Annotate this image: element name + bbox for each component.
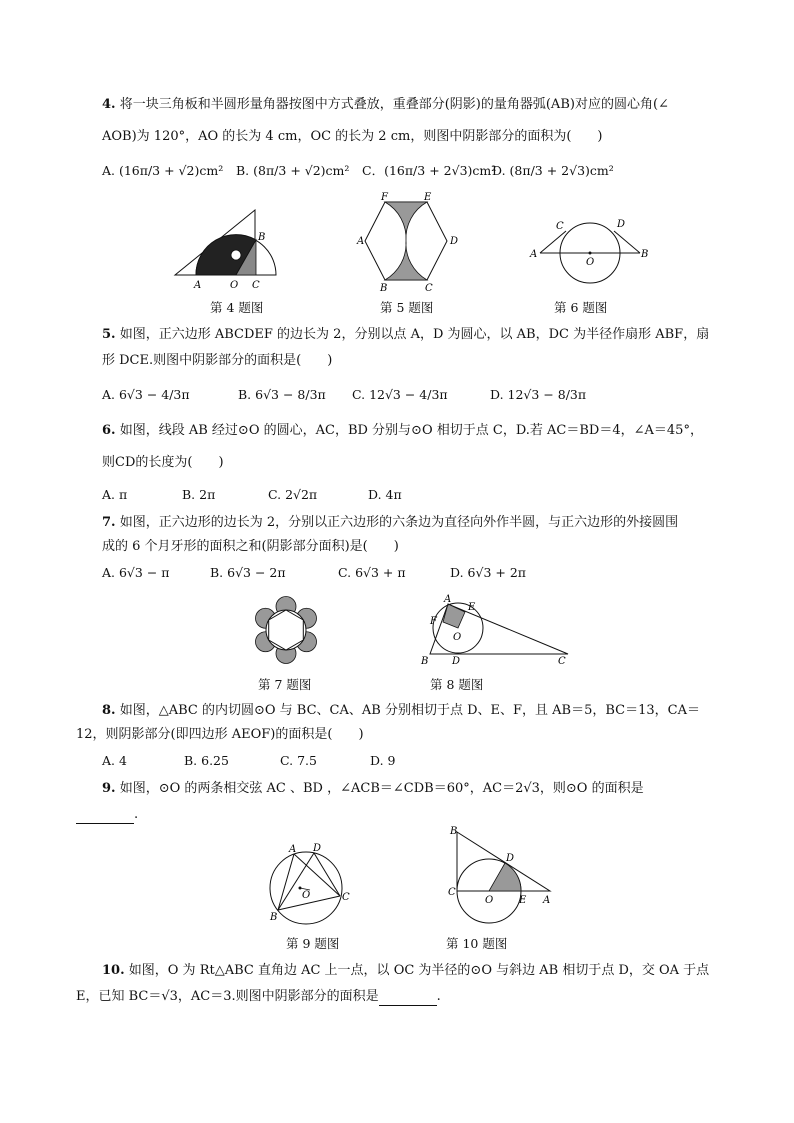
fig8-label-e: E (468, 602, 476, 613)
q6-stem-line1 (102, 422, 703, 440)
q6-option-a[interactable]: A. π (102, 487, 128, 502)
q10-number: 10. (102, 963, 125, 978)
q4-option-c[interactable]: C．(16π/3 + 2√3)cm² (362, 163, 497, 178)
q4-option-b[interactable]: B. (8π/3 + √2)cm² (236, 163, 350, 178)
fig5-label-b: B (380, 283, 388, 294)
q6-option-d[interactable]: D. 4π (368, 487, 402, 502)
q8-text: 如图，△ABC 的内切圆⊙O 与 BC、CA、AB 分别相切于点 D、E、F，且 AB＝5，BC＝13，CA＝ (119, 703, 700, 718)
q5-option-d[interactable]: D. 12√3 − 8/3π (490, 387, 587, 402)
fig5-label-a: A (357, 236, 365, 247)
fig9-label-b: B (270, 912, 278, 923)
q10-stem-line1 (102, 962, 709, 980)
q8-option-b[interactable]: B. 6.25 (184, 753, 229, 768)
q4-stem-line2: AOB)为 120°，AO 的长为 4 cm，OC 的长为 2 cm，则图中阴影部分的面积为( ) (102, 129, 603, 144)
q5-text: 如图，正六边形 ABCDEF 的边长为 2，分别以点 A，D 为圆心，以 AB，DC 为半径作扇形 ABF，扇 (119, 327, 710, 342)
fig6-label-o: O (586, 257, 595, 268)
fig4-caption: 第 4 题图 (210, 300, 264, 315)
q8-option-a[interactable]: A. 4 (102, 753, 127, 768)
fig10-label-d: D (506, 853, 515, 864)
q5-option-c[interactable]: C. 12√3 − 4/3π (352, 387, 448, 402)
q7-number: 7. (102, 515, 116, 530)
q5-stem-line2: 形 DCE.则图中阴影部分的面积是( ) (102, 353, 333, 368)
q6-option-c[interactable]: C. 2√2π (268, 487, 318, 502)
fig5-caption: 第 5 题图 (380, 300, 434, 315)
fig9-label-d: D (313, 843, 322, 854)
figure-5 (355, 192, 465, 292)
q8-stem-line1 (102, 702, 700, 720)
figure-4 (170, 205, 285, 295)
q5-option-a[interactable]: A. 6√3 − 4/3π (102, 387, 190, 402)
fig8-label-f: F (430, 616, 437, 627)
fig8-label-o: O (453, 632, 462, 643)
fig5-label-e: E (424, 192, 432, 203)
q5-number: 5. (102, 327, 116, 342)
fig9-label-o: O (302, 890, 311, 901)
fig10-label-e: E (519, 895, 527, 906)
fig8-label-c: C (558, 656, 566, 667)
q9-stem-line2 (76, 806, 138, 824)
fig8-label-b: B (421, 656, 429, 667)
fig5-label-f: F (381, 192, 388, 203)
fig9-label-a: A (289, 844, 297, 855)
q7-option-c[interactable]: C. 6√3 + π (338, 565, 406, 580)
figure-6 (530, 215, 655, 280)
figure-7 (248, 592, 324, 668)
fig6-caption: 第 6 题图 (554, 300, 608, 315)
q6-text: 如图，线段 AB 经过⊙O 的圆心，AC，BD 分别与⊙O 相切于点 C，D.若 AC＝BD＝4，∠A＝45°， (119, 423, 703, 438)
q7-text: 如图，正六边形的边长为 2，分别以正六边形的六条边为直径向外作半圆，与正六边形的外接圆围 (119, 515, 679, 530)
fig9-caption: 第 9 题图 (286, 936, 340, 951)
q7-option-d[interactable]: D. 6√3 + 2π (450, 565, 526, 580)
q5-stem-line1 (102, 326, 709, 344)
q8-number: 8. (102, 703, 116, 718)
q4-option-a[interactable]: A. (16π/3 + √2)cm² (102, 163, 224, 178)
fig4-label-o: O (230, 280, 239, 291)
q6-number: 6. (102, 423, 116, 438)
q10-text-2: E，已知 BC＝√3，AC＝3.则图中阴影部分的面积是 (76, 989, 379, 1004)
q7-stem-line2: 成的 6 个月牙形的面积之和(阴影部分面积)是( ) (102, 539, 399, 554)
q8-option-c[interactable]: C. 7.5 (280, 753, 317, 768)
fig5-label-c: C (425, 283, 433, 294)
fig9-label-c: C (342, 892, 350, 903)
q10-answer-blank[interactable] (379, 993, 437, 1006)
q9-answer-blank[interactable] (76, 811, 134, 824)
figure-9 (262, 838, 354, 930)
q7-option-a[interactable]: A. 6√3 − π (102, 565, 170, 580)
q9-stem-line1 (102, 780, 644, 798)
fig6-label-a: A (530, 249, 538, 260)
fig6-label-b: B (641, 249, 649, 260)
q10-stem-line2 (76, 988, 441, 1006)
figure-10 (445, 826, 560, 906)
fig7-caption: 第 7 题图 (258, 677, 312, 692)
q9-period: . (134, 807, 139, 822)
q6-stem-line2: 则CD的长度为( ) (102, 455, 224, 470)
fig6-label-c: C (556, 221, 564, 232)
fig4-label-b: B (258, 232, 266, 243)
fig4-label-c: C (252, 280, 260, 291)
fig4-label-a: A (194, 280, 202, 291)
fig10-label-c: C (448, 887, 456, 898)
fig8-caption: 第 8 题图 (430, 677, 484, 692)
fig6-label-d: D (617, 219, 626, 230)
fig5-label-d: D (450, 236, 459, 247)
q6-option-b[interactable]: B. 2π (182, 487, 216, 502)
fig8-label-a: A (444, 594, 452, 605)
q4-option-d[interactable]: D. (8π/3 + 2√3)cm² (492, 163, 614, 178)
q10-period: . (436, 989, 441, 1004)
fig8-label-d: D (452, 656, 461, 667)
q10-text: 如图，O 为 Rt△ABC 直角边 AC 上一点，以 OC 为半径的⊙O 与斜边 AB 相切于点 D，交 OA 于点 (128, 963, 710, 978)
q4-stem-line1 (102, 96, 669, 114)
q4-text: 将一块三角板和半圆形量角器按图中方式叠放，重叠部分(阴影)的量角器弧(AB)对应的圆心角(∠ (119, 97, 669, 112)
q4-number: 4. (102, 97, 116, 112)
fig10-label-b: B (450, 826, 458, 837)
q8-stem-line2: 12，则阴影部分(即四边形 AEOF)的面积是( ) (76, 727, 364, 742)
fig10-label-a: A (543, 895, 551, 906)
q9-number: 9. (102, 781, 116, 796)
q7-option-b[interactable]: B. 6√3 − 2π (210, 565, 286, 580)
figure-8 (418, 594, 578, 669)
q7-stem-line1 (102, 514, 678, 532)
q5-option-b[interactable]: B. 6√3 − 8/3π (238, 387, 326, 402)
fig10-label-o: O (485, 895, 494, 906)
fig10-caption: 第 10 题图 (446, 936, 508, 951)
q8-option-d[interactable]: D. 9 (370, 753, 396, 768)
q9-text: 如图，⊙O 的两条相交弦 AC 、BD ，∠ACB＝∠CDB＝60°，AC＝2√3，则⊙O 的面积是 (119, 781, 644, 796)
